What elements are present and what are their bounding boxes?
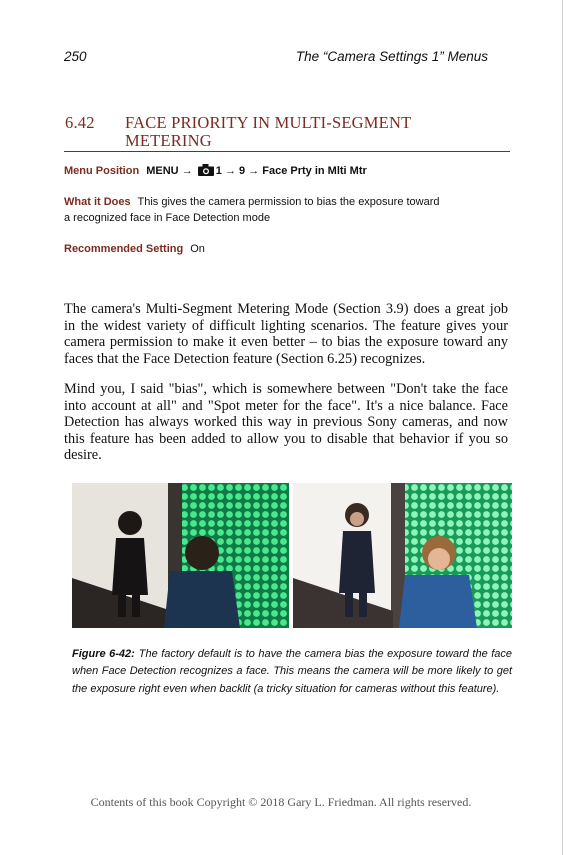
what-it-does-line2: a recognized face in Face Detection mode — [64, 212, 271, 224]
section-heading — [64, 114, 510, 152]
menu-keyword: MENU — [146, 165, 179, 177]
photo-left — [72, 483, 289, 628]
figure-caption — [72, 646, 512, 698]
recommended-setting-line — [64, 241, 504, 257]
arrow-1: → — [181, 165, 193, 177]
tab-number: 1 — [215, 165, 222, 177]
section-title: FACE PRIORITY IN MULTI-SEGMENT METERING — [125, 113, 412, 150]
menu-position-label: Menu Position — [64, 165, 140, 177]
page-number: 250 — [64, 49, 87, 64]
section-number: 6.42 — [65, 113, 95, 132]
photo-right — [293, 483, 512, 628]
figure-label: Figure 6-42: — [72, 648, 135, 660]
what-it-does-line1: This gives the camera permission to bias the exposure toward — [137, 196, 440, 208]
what-it-does-block — [64, 194, 504, 226]
copyright-footer: Contents of this book Copyright © 2018 Gary L. Friedman. All rights reserved. — [90, 795, 472, 809]
what-it-does-label: What it Does — [64, 196, 131, 208]
menu-item-name: Face Prty in Mlti Mtr — [262, 165, 367, 177]
figure-caption-text: The factory default is to have the camera bias the exposure toward the face when Face Detection recognizes a face. This means the camera will be more likely to get the exposure right even when backlit (a tricky situation for cameras without this feature). — [72, 648, 512, 695]
menu-position-line — [64, 163, 504, 179]
paragraph-1: The camera's Multi-Segment Metering Mode (Section 3.9) does a great job in the widest variety of difficult lighting scenarios. The feature gives your camera permission to make it even better – to bias the exposure toward any faces that the Face Detection feature (Section 6.25) recognizes. — [64, 301, 508, 367]
recommended-value: On — [190, 243, 205, 255]
page-number-menu: 9 — [239, 165, 246, 177]
running-header — [64, 49, 488, 64]
arrow-2: → — [224, 165, 236, 177]
recommended-label: Recommended Setting — [64, 243, 184, 255]
chapter-title: The “Camera Settings 1” Menus — [295, 49, 488, 64]
paragraph-2: Mind you, I said "bias", which is somewhere between "Don't take the face into account at all" and "Spot meter for the face". It's a nice balance. Face Detection has always worked this way in previous Sony cameras, and now this feature has been added to allow you to disable that behavior if you so desire. — [64, 381, 508, 464]
camera-icon — [198, 164, 214, 176]
arrow-3: → — [248, 165, 260, 177]
